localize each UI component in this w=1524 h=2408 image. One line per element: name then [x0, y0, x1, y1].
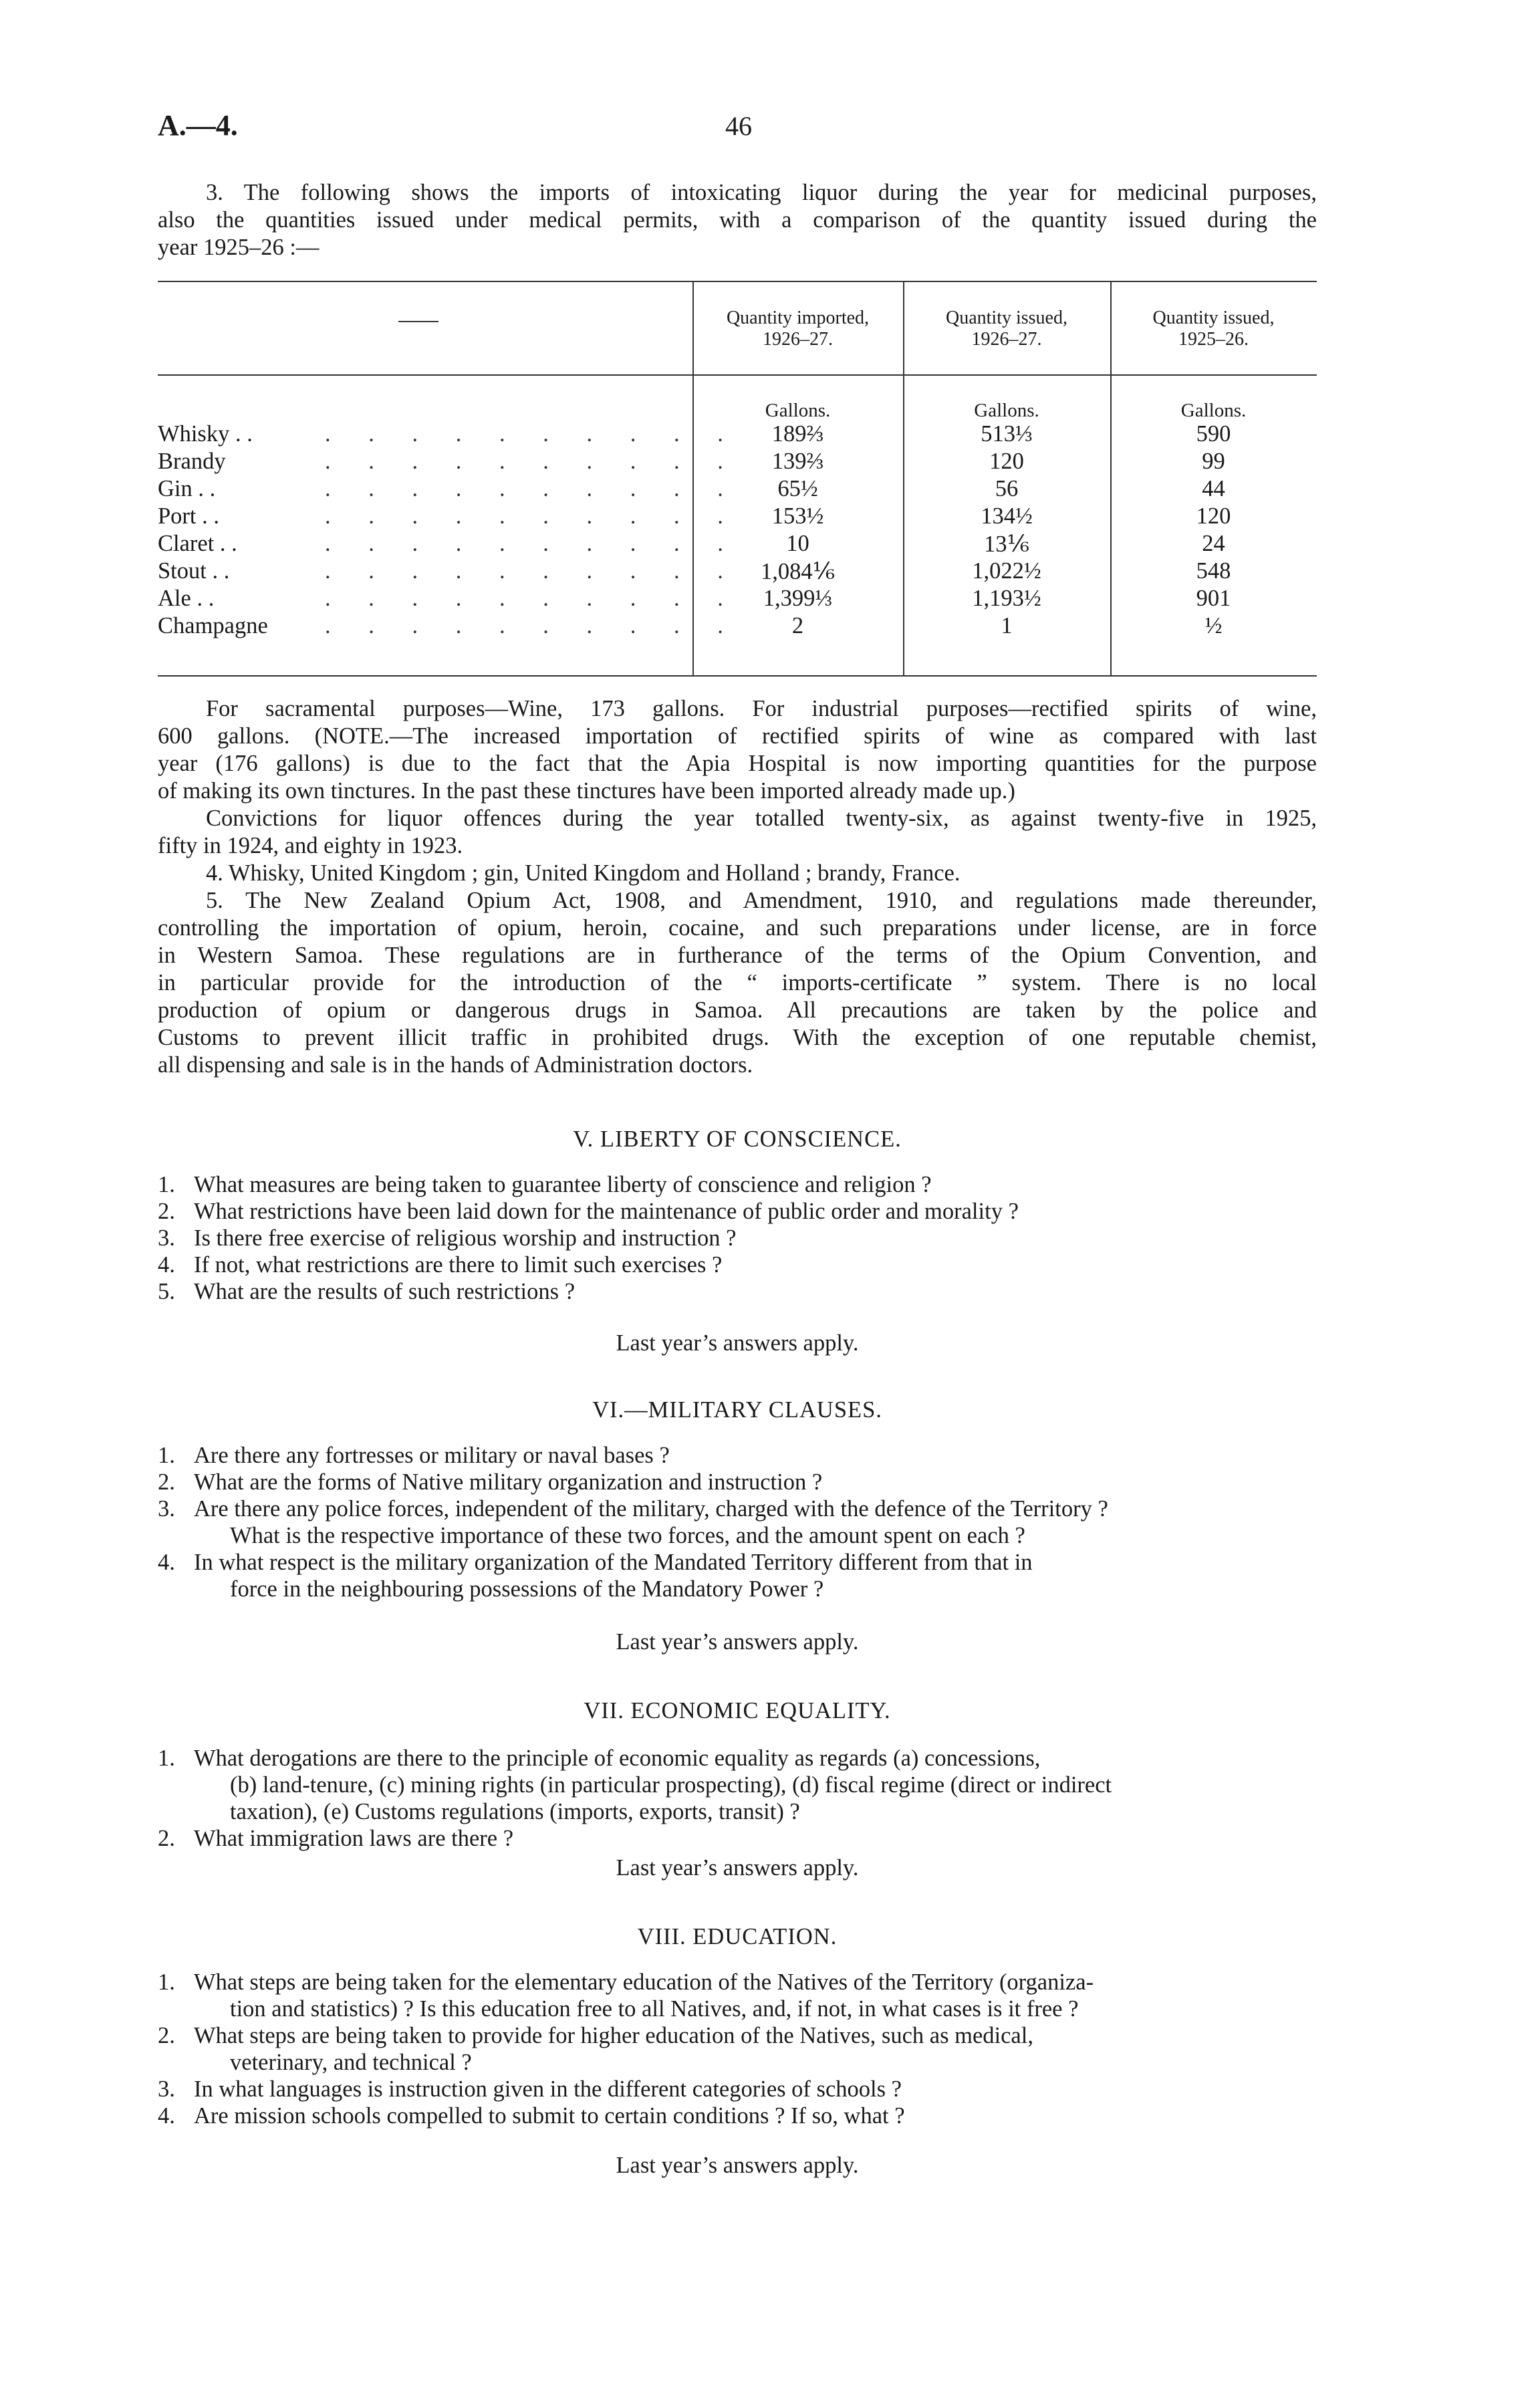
- question-continuation: taxation), (e) Customs regulations (imports, exports, transit) ?: [230, 1799, 800, 1824]
- paragraph-4: [158, 860, 1317, 887]
- question-item: [158, 1969, 1317, 2022]
- question-number: 5.: [158, 1279, 175, 1304]
- question-text: What are the results of such restrictions ?: [194, 1279, 576, 1304]
- question-text: What steps are being taken for the elementary education of the Natives of the Territory (organiza-: [194, 1969, 1094, 1995]
- cell-imported: 2: [791, 613, 804, 638]
- text-line: in Western Samoa. These regulations are in furtherance of the terms of the Opium Convention, and: [158, 943, 1317, 968]
- question-item: [158, 1825, 1317, 1852]
- table-bottom-rule: [158, 675, 1317, 677]
- table-header-rule: [158, 374, 1317, 376]
- question-text: Are there any police forces, independent of the military, charged with the defence of the Territory ?: [194, 1496, 1108, 1522]
- column-header-line: 1925–26.: [1178, 329, 1249, 350]
- question-number: 2.: [158, 1469, 175, 1495]
- question-item: [158, 1495, 1317, 1549]
- paragraph-5: [158, 887, 1317, 1079]
- column-header-line: 1926–27.: [971, 329, 1042, 350]
- row-label: Stout . .: [158, 558, 230, 584]
- table-row: [158, 531, 1317, 558]
- cell-issued-2526: 120: [1196, 503, 1231, 529]
- cell-imported: 10: [786, 531, 809, 556]
- liquor-table: [158, 281, 1317, 679]
- question-number: 1.: [158, 1969, 175, 1995]
- question-continuation: veterinary, and technical ?: [230, 2050, 472, 2075]
- text-line: of making its own tinctures. In the past these tinctures have been imported already made up.): [158, 778, 1015, 804]
- text-line: Customs to prevent illicit traffic in prohibited drugs. With the exception of one reputable chemist,: [158, 1025, 1317, 1050]
- table-row: [158, 449, 1317, 476]
- cell-issued-2627: 1,193½: [972, 586, 1041, 611]
- question-number: 4.: [158, 1550, 175, 1575]
- row-label: Brandy: [158, 449, 226, 474]
- cell-issued-2627: 13⅙: [984, 531, 1029, 557]
- question-list-education: [158, 1969, 1317, 2129]
- question-number: 3.: [158, 1225, 175, 1251]
- section-title-military-clauses: VI.—MILITARY CLAUSES.: [592, 1397, 882, 1423]
- question-number: 4.: [158, 1252, 175, 1278]
- question-text: Are there any fortresses or military or naval bases ?: [194, 1443, 670, 1468]
- question-item: [158, 1442, 1317, 1469]
- text-line: 4. Whisky, United Kingdom ; gin, United Kingdom and Holland ; brandy, France.: [206, 860, 961, 886]
- cell-imported: 189⅔: [771, 421, 824, 447]
- report-reference: A.—4.: [158, 109, 238, 142]
- table-row: [158, 613, 1317, 640]
- question-text: Are mission schools compelled to submit to certain conditions ? If so, what ?: [194, 2103, 905, 2129]
- question-item: [158, 2076, 1317, 2102]
- text-line: fifty in 1924, and eighty in 1923.: [158, 833, 463, 858]
- cell-imported: 139⅔: [771, 449, 824, 474]
- row-label: Claret . .: [158, 531, 237, 556]
- text-line: in particular provide for the introduction of the “ imports-certificate ” system. There is no local: [158, 970, 1317, 995]
- question-list-liberty: [158, 1171, 1317, 1305]
- text-line: year (176 gallons) is due to the fact that the Apia Hospital is now importing quantities for the purpose: [158, 751, 1317, 776]
- section-title-economic-equality: VII. ECONOMIC EQUALITY.: [584, 1698, 891, 1723]
- question-item: [158, 2022, 1317, 2076]
- page-number: 46: [725, 111, 752, 141]
- question-text: What restrictions have been laid down for the maintenance of public order and morality ?: [194, 1199, 1019, 1224]
- intro-line: year 1925–26 :—: [158, 235, 320, 260]
- question-text: In what languages is instruction given in the different categories of schools ?: [194, 2076, 902, 2102]
- text-line: 600 gallons. (NOTE.—The increased importation of rectified spirits of wine as compared with last: [158, 723, 1317, 749]
- dot-leader: . . . . . . . . . .: [325, 449, 739, 474]
- convictions-paragraph: [158, 805, 1317, 860]
- row-label: Port . .: [158, 503, 220, 529]
- table-row: [158, 421, 1317, 449]
- question-text: What immigration laws are there ?: [194, 1826, 514, 1851]
- text-line: Convictions for liquor offences during the year totalled twenty-six, as against twenty-five in 1925,: [206, 806, 1317, 831]
- column-header-line: Quantity issued,: [946, 308, 1067, 328]
- cell-imported: 1,084⅙: [760, 559, 836, 584]
- answer-note: Last year’s answers apply.: [616, 1330, 859, 1356]
- question-number: 1.: [158, 1172, 175, 1197]
- section-title-education: VIII. EDUCATION.: [637, 1924, 838, 1949]
- table-row: [158, 503, 1317, 531]
- column-header-line: Quantity imported,: [726, 308, 870, 328]
- cell-issued-2627: 56: [995, 476, 1019, 501]
- question-item: [158, 1198, 1317, 1225]
- cell-issued-2627: 513⅓: [981, 421, 1033, 447]
- row-label: Gin . .: [158, 476, 216, 501]
- units-label: Gallons.: [765, 400, 831, 421]
- table-top-rule: [158, 281, 1317, 282]
- question-item: [158, 1251, 1317, 1278]
- dot-leader: . . . . . . . . . .: [325, 613, 739, 638]
- row-label: Whisky . .: [158, 421, 253, 447]
- cell-issued-2526: 901: [1196, 586, 1231, 611]
- dot-leader: . . . . . . . . . .: [325, 531, 739, 556]
- question-text: If not, what restrictions are there to limit such exercises ?: [194, 1252, 723, 1278]
- question-number: 1.: [158, 1443, 175, 1468]
- answer-note: Last year’s answers apply.: [616, 1629, 859, 1655]
- stub-header-dash: [398, 321, 438, 322]
- column-header-imported-2627: [692, 308, 903, 350]
- question-continuation: What is the respective importance of these two forces, and the amount spent on each ?: [230, 1523, 1025, 1548]
- question-text: What derogations are there to the principle of economic equality as regards (a) concessions,: [194, 1745, 1041, 1771]
- table-row: [158, 586, 1317, 613]
- column-header-line: Quantity issued,: [1152, 308, 1275, 328]
- dot-leader: . . . . . . . . . .: [325, 558, 739, 584]
- cell-issued-2526: 590: [1196, 421, 1231, 447]
- question-item: [158, 1745, 1317, 1825]
- question-continuation: tion and statistics) ? Is this education free to all Natives, and, if not, in what cases is it free ?: [230, 1996, 1079, 2022]
- text-line: production of opium or dangerous drugs in Samoa. All precautions are taken by the police and: [158, 997, 1317, 1023]
- question-text: What steps are being taken to provide for higher education of the Natives, such as medical,: [194, 2023, 1033, 2048]
- units-label: Gallons.: [974, 400, 1039, 421]
- row-label: Ale . .: [158, 586, 215, 611]
- cell-issued-2526: 44: [1202, 476, 1225, 501]
- column-header-issued-2526: [1110, 308, 1317, 350]
- answer-note: Last year’s answers apply.: [616, 1855, 859, 1881]
- text-line: all dispensing and sale is in the hands of Administration doctors.: [158, 1052, 753, 1078]
- cell-issued-2627: 120: [989, 449, 1024, 474]
- question-number: 3.: [158, 2076, 175, 2102]
- answer-note: Last year’s answers apply.: [616, 2153, 859, 2178]
- text-line: controlling the importation of opium, heroin, cocaine, and such preparations under license, are in force: [158, 915, 1317, 941]
- cell-imported: 153½: [771, 503, 824, 529]
- question-text: Is there free exercise of religious worship and instruction ?: [194, 1225, 737, 1251]
- question-number: 2.: [158, 1826, 175, 1851]
- question-item: [158, 1549, 1317, 1602]
- cell-issued-2526: 548: [1196, 558, 1231, 584]
- cell-issued-2526: 24: [1202, 531, 1225, 556]
- table-row: [158, 476, 1317, 503]
- question-item: [158, 1278, 1317, 1305]
- question-number: 2.: [158, 1199, 175, 1224]
- question-list-military: [158, 1442, 1317, 1602]
- question-number: 3.: [158, 1496, 175, 1522]
- table-row: [158, 558, 1317, 586]
- intro-line: also the quantities issued under medical permits, with a comparison of the quantity issued during the: [158, 207, 1317, 233]
- text-line: 5. The New Zealand Opium Act, 1908, and Amendment, 1910, and regulations made thereunder,: [206, 888, 1317, 913]
- dot-leader: . . . . . . . . . .: [325, 421, 739, 447]
- row-label: Champagne: [158, 613, 268, 638]
- cell-imported: 65½: [777, 476, 818, 501]
- question-number: 2.: [158, 2023, 175, 2048]
- intro-line: 3. The following shows the imports of intoxicating liquor during the year for medicinal purposes,: [206, 180, 1317, 205]
- sacramental-paragraph: [158, 695, 1317, 805]
- units-label: Gallons.: [1180, 400, 1247, 421]
- question-number: 4.: [158, 2103, 175, 2129]
- question-item: [158, 1225, 1317, 1251]
- section-title-liberty-of-conscience: V. LIBERTY OF CONSCIENCE.: [573, 1126, 902, 1152]
- cell-issued-2627: 134½: [981, 503, 1033, 529]
- column-header-line: 1926–27.: [763, 329, 833, 350]
- question-list-economic: [158, 1745, 1317, 1852]
- question-text: What measures are being taken to guarantee liberty of conscience and religion ?: [194, 1172, 932, 1197]
- dot-leader: . . . . . . . . . .: [325, 476, 739, 501]
- intro-paragraph: [158, 179, 1317, 261]
- dot-leader: . . . . . . . . . .: [325, 503, 739, 529]
- cell-issued-2526: 99: [1202, 449, 1225, 474]
- question-continuation: (b) land-tenure, (c) mining rights (in particular prospecting), (d) fiscal regime (direct or indirect: [230, 1772, 1112, 1798]
- cell-issued-2627: 1: [1001, 613, 1013, 638]
- cell-issued-2526: ½: [1204, 613, 1223, 638]
- question-item: [158, 2102, 1317, 2129]
- question-number: 1.: [158, 1745, 175, 1771]
- question-item: [158, 1469, 1317, 1495]
- cell-imported: 1,399⅓: [763, 586, 833, 611]
- column-header-issued-2627: [903, 308, 1110, 350]
- question-continuation: force in the neighbouring possessions of the Mandatory Power ?: [230, 1576, 824, 1602]
- cell-issued-2627: 1,022½: [972, 558, 1041, 584]
- dot-leader: . . . . . . . . . .: [325, 586, 739, 611]
- question-item: [158, 1171, 1317, 1198]
- question-text: What are the forms of Native military organization and instruction ?: [194, 1469, 823, 1495]
- text-line: For sacramental purposes—Wine, 173 gallons. For industrial purposes—rectified spirits of wine,: [206, 696, 1317, 721]
- question-text: In what respect is the military organization of the Mandated Territory different from that in: [194, 1550, 1033, 1575]
